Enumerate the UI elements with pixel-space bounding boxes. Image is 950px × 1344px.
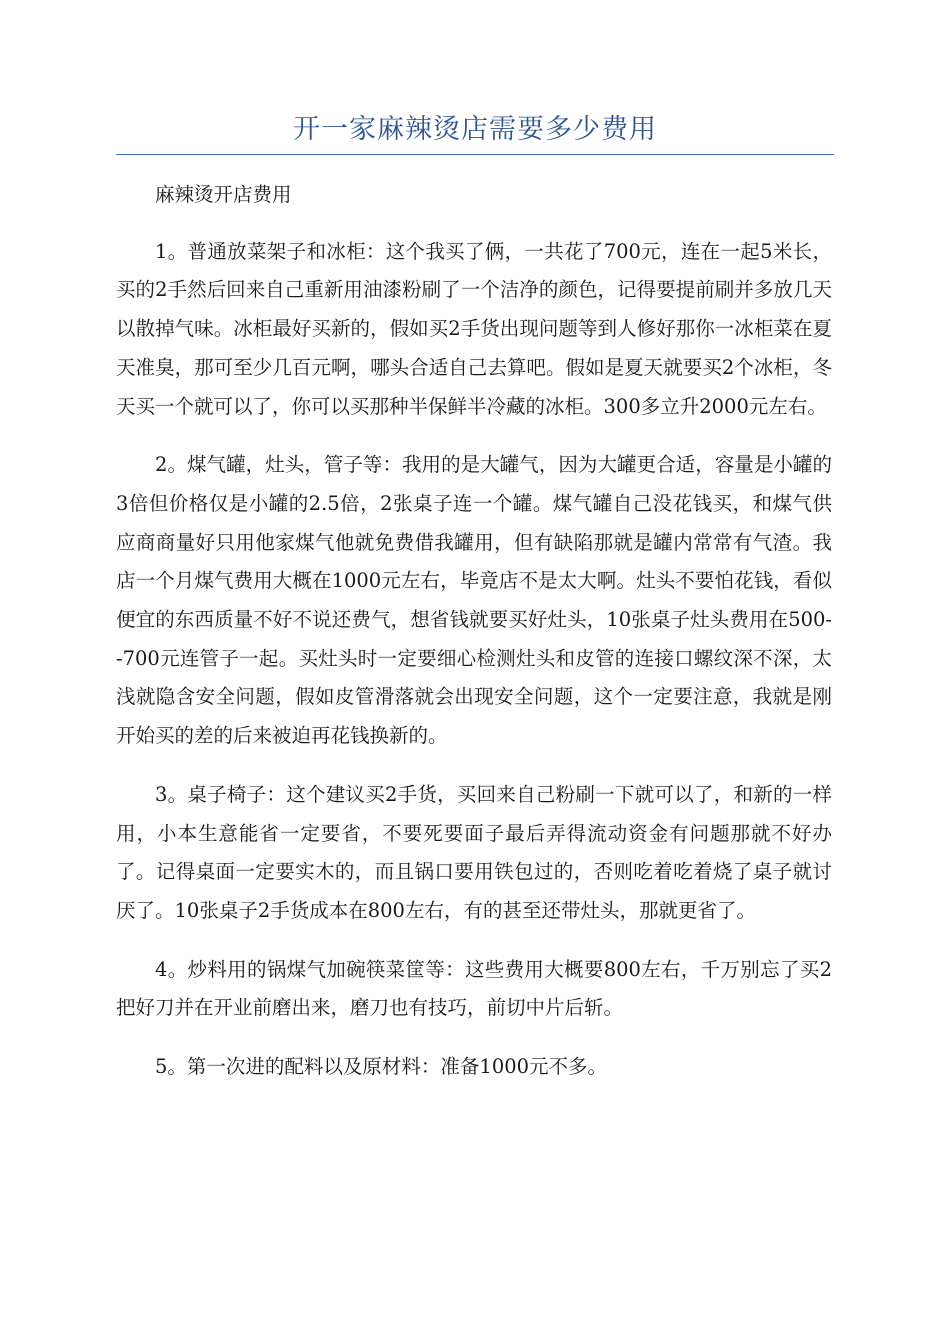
paragraph-tables-chairs: 3。桌子椅子：这个建议买2手货，买回来自己粉刷一下就可以了，和新的一样用，小本生意能省一定要省，不要死要面子最后弄得流动资金有问题那就不好办了。记得桌面一定要实木的，而且锅口要用铁包过的，否则吃着吃着烧了桌子就讨厌了。10张桌子2手货成本在800左右，有的甚至还带灶头，那就更省了。 (116, 782, 832, 922)
paragraph-gas-stove: 2。煤气罐，灶头，管子等：我用的是大罐气，因为大罐更合适，容量是小罐的3倍但价格仅是小罐的2.5倍，2张桌子连一个罐。煤气罐自己没花钱买，和煤气供应商商量好只用他家煤气他就免费借我罐用，但有缺陷那就是罐内常常有气渣。我店一个月煤气费用大概在1000元左右，毕竟店不是太大啊。灶头不要怕花钱，看似便宜的东西质量不好不说还费气，想省钱就要买好灶头，10张桌子灶头费用在500--700元连管子一起。买灶头时一定要细心检测灶头和皮管的连接口螺纹深不深，太浅就隐含安全问题，假如皮管滑落就会出现安全问题，这个一定要注意，我就是刚开始买的差的后来被迫再花钱换新的。 (116, 453, 832, 748)
paragraph-cookware: 4。炒料用的锅煤气加碗筷菜筐等：这些费用大概要800左右，千万别忘了买2把好刀并在开业前磨出来，磨刀也有技巧，前切中片后斩。 (116, 957, 832, 1020)
paragraph-shelves-freezer: 1。普通放菜架子和冰柜：这个我买了俩，一共花了700元，连在一起5米长，买的2手然后回来自己重新用油漆粉刷了一个洁净的颜色，记得要提前刷并多放几天以散掉气味。冰柜最好买新的，假如买2手货出现问题等到人修好那你一冰柜菜在夏天准臭，那可至少几百元啊，哪头合适自己去算吧。假如是夏天就要买2个冰柜，冬天买一个就可以了，你可以买那种半保鲜半冷藏的冰柜。300多立升2000元左右。 (116, 239, 832, 418)
document-title: 开一家麻辣烫店需要多少费用 (293, 114, 657, 145)
paragraph-ingredients: 5。第一次进的配料以及原材料：准备1000元不多。 (155, 1055, 608, 1079)
title-underline (116, 154, 834, 155)
document-body (116, 176, 832, 1107)
section-heading: 麻辣烫开店费用 (155, 183, 292, 206)
